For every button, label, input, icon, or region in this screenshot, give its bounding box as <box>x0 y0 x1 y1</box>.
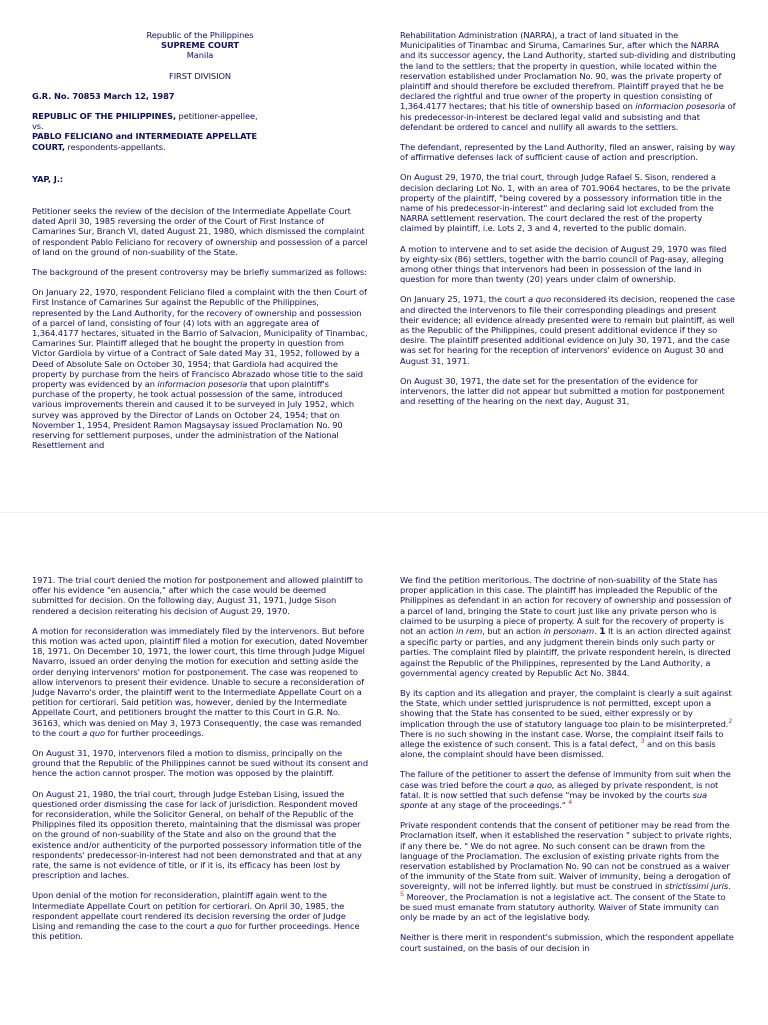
petitioner-role: petitioner-appellee, <box>176 111 258 122</box>
respondent-role: respondents-appellants. <box>64 141 166 152</box>
paragraph: Petitioner seeks the review of the decision of the Intermediate Appellate Court dated April 30, 1985 reversing the order of the Court of First Instance of Camarines Sur, Branch VI, dated August 21, 1980, which dismissed the complaint of respondent Pablo Feliciano for recovery of ownership and possession of a parcel of land on the ground of non-suability of the State. <box>32 206 368 257</box>
footnote-link[interactable]: 2 <box>728 716 733 725</box>
page-1 <box>0 0 768 512</box>
court-header <box>32 30 368 81</box>
versus-label: vs. <box>32 121 44 132</box>
text-run: for further proceedings. Hence this petition. <box>32 921 360 942</box>
paragraph: A motion to intervene and to set aside the decision of August 29, 1970 was filed by eighty-six (86) settlers, together with the barrio council of Pag-asay, alleging among other things that intervenors had been in possession of the land in question for more than twenty (20) years under claim of ownership. <box>400 243 727 285</box>
italic-term: a quo <box>209 921 233 932</box>
paragraph: On August 31, 1970, intervenors filed a motion to dismiss, principally on the ground that the Republic of the Philippines cannot be sued without its consent and hence the action cannot prosper. The motion was opposed by the plaintiff. <box>32 748 369 779</box>
paragraph <box>400 820 736 922</box>
text-run: of his predecessor-in-interest be declared legal valid and subsisting and that defendant be ordered to cancel and nullify all awards to the settlers. <box>400 101 736 132</box>
page-2-right-column <box>400 575 736 963</box>
text-run: reconsidered its decision, reopened the case and directed the intervenors to file their corresponding pleadings and present their evidence; all evidence already presented were to remain but plaintiff, as well as the Republic of the Philippines, could present additional evidence if they so desire. The plaintiff presented additional evidence on July 30, 1971, and the case was set for hearing for the reception of intervenors' evidence on August 30 and August 31, 1971. <box>400 294 735 366</box>
text-run: as alleged by private respondent, is not fatal. It is now settled that such defense "may be invoked by the courts <box>400 779 719 800</box>
paragraph: The background of the present controversy may be briefly summarized as follows: <box>32 267 367 278</box>
text-run: Private respondent contends that the consent of petitioner may be read from the Proclamation itself, when it established the reservation " subject to private rights, if any there be. " We do not agree. No such consent can be drawn from the language of the Proclamation. The exclusion of existing private rights from the reservation established by Proclamation No. 90 can not be construed as a waiver of the immunity of the State from suit. Waiver of immunity, being a derogation of sovereignty, will not be inferred lightly. but must be construed in <box>400 820 732 892</box>
paragraph: On August 30, 1971, the date set for the presentation of the evidence for intervenors, the latter did not appear but submitted a motion for postponement and resetting of the hearing on the next day, August 31, <box>400 375 725 407</box>
footnote-link[interactable]: 1 <box>599 627 606 638</box>
text-run: at any stage of the proceedings." <box>427 800 569 811</box>
text-run: On January 25, 1971, the court <box>400 294 529 305</box>
text-run: It is an action directed against a specific party or parties, and any judgment therein binds only such party or parties. The complaint filed by plaintiff, the private respondent herein, is directed against the Republic of the Philippines, represented by the Land Authority, a governmental agency created by Republic Act No. 3844. <box>400 626 731 678</box>
paragraph <box>32 626 368 738</box>
italic-term: in rem <box>455 626 483 637</box>
paragraph: On August 29, 1970, the trial court, through Judge Rafael S. Sison, rendered a decision declaring Lot No. 1, with an area of 701.9064 hectares, to be the private property of the plaintiff, "being covered by a possessory information title in the name of his predecessor-in-interest" and declaring said lot excluded from the NARRA settlement reservation. The court declared the rest of the property claimed by plaintiff, i.e. Lots 2, 3 and 4, reverted to the public domain. <box>400 172 731 234</box>
gr-number: G.R. No. 70853 March 12, 1987 <box>32 90 175 101</box>
paragraph <box>400 575 736 678</box>
text-run: We find the petition meritorious. The doctrine of non-suability of the State has proper application in this case. The plaintiff has impleaded the Republic of the Philippines as defendant in an action for recovery of ownership and possession of a parcel of land, bringing the State to court just like any private person who is claimed to be usurping a piece of property. A suit for the recovery of property is not an action <box>400 575 732 637</box>
petitioner-name: REPUBLIC OF THE PHILIPPINES, <box>32 111 176 122</box>
italic-term: in personam <box>543 626 595 637</box>
paragraph <box>400 688 736 759</box>
paragraph <box>400 294 736 365</box>
text-run: . <box>728 881 731 892</box>
footnote-link[interactable]: 5 <box>400 889 405 898</box>
italic-term: a quo <box>82 727 105 738</box>
page-1-left-column <box>32 30 368 461</box>
page-2 <box>0 512 768 1025</box>
italic-term: informacion posesoria <box>635 101 726 112</box>
text-run: The failure of the petitioner to assert the defense of immunity from suit when the case was tried before the court <box>400 769 731 790</box>
paragraph <box>400 30 736 132</box>
italic-term: a quo <box>528 294 551 305</box>
paragraph: 1971. The trial court denied the motion for postponement and allowed plaintiff to offer his evidence "en ausencia," after which the case would be deemed submitted for decision. On the following day, August 31, 1971, Judge Sison rendered a decision reiterating his decision of August 29, 1970. <box>32 575 363 616</box>
text-run: There is no such showing in the instant case. Worse, the complaint itself fails to allege the existence of such consent. This is a fatal defect, <box>400 728 724 750</box>
page-2-left-column <box>32 575 368 952</box>
footnote-link[interactable]: 3 <box>640 737 645 746</box>
text-run: for further proceedings. <box>104 727 204 738</box>
text-run: . <box>594 626 600 637</box>
paragraph <box>32 890 368 941</box>
ponente: YAP, J.: <box>32 173 63 184</box>
court-name: SUPREME COURT <box>161 40 239 51</box>
italic-term: a quo, <box>529 779 555 790</box>
respondent-name-cont: COURT, <box>32 141 65 152</box>
italic-term: sua sponte <box>400 789 708 811</box>
paragraph: Neither is there merit in respondent's submission, which the respondent appellate court sustained, on the basis of our decision in <box>400 932 734 953</box>
case-parties <box>32 111 368 152</box>
text-run: Rehabilitation Administration (NARRA), a tract of land situated in the Municipalities of Tinambac and Siruma, Camarines Sur, after which the NARRA and its successor agency, the Land Authority, started sub-dividing and distributing the land to the settlers; that the property in question, while located within the reservation established under Proclamation No. 90, was the private property of plaintiff and should therefore be excluded therefrom. Plaintiff prayed that he be declared the rightful and true owner of the property in question consisting of 1,364.4177 hectares; that his title of ownership based on <box>400 30 736 112</box>
respondent-name: PABLO FELICIANO and INTERMEDIATE APPELLATE <box>32 131 257 142</box>
paragraph: On August 21, 1980, the trial court, through Judge Esteban Lising, issued the questioned order dismissing the case for lack of jurisdiction. Respondent moved for reconsideration, while the Solicitor General, on behalf of the Republic of the Philippines filed its opposition thereto, maintaining that the dismissal was proper on the ground of non-suability of the State and also on the ground that the existence and/or authenticity of the purported possessory information title of the respondents' predecessor-in-interest had not been demonstrated and that at any rate, the same is not evidence of title, or if it is, its efficacy has been lost by prescription and laches. <box>32 788 362 881</box>
text-run: By its caption and its allegation and prayer, the complaint is clearly a suit against the State, which under settled jurisprudence is not permitted, except upon a showing that the State has consented to be sued, either expressly or by implication through the use of statutory language too plain to be misinterpreted. <box>400 688 732 729</box>
text-run: Upon denial of the motion for reconsideration, plaintiff again went to the Intermediate Appellate Court on petition for certiorari. On April 30, 1985, the respondent appellate court rendered its decision reversing the order of Judge Lising and remanding the case to the court <box>32 890 346 932</box>
text-run: A motion for reconsideration was immediately filed by the intervenors. But before this motion was acted upon, plaintiff filed a motion for execution, dated November 18, 1971. On December 10, 1971, the lower court, this time through Judge Miguel Navarro, issued an order denying the motion for execution and setting aside the order denying intervenors' motion for postponement. The case was reopened to allow intervenors to present their evidence. Unable to secure a reconsideration of Judge Navarro's order, the plaintiff went to the Intermediate Appellate Court on a petition for certiorari. Said petition was, however, denied by the Intermediate Appellate Court, and petitioners brought the matter to this Court in G.R. No. 36163, which was denied on May 3, 1973 Consequently, the case was remanded to the court <box>32 625 368 738</box>
text-run: On January 22, 1970, respondent Feliciano filed a complaint with the then Court of First Instance of Camarines Sur against the Republic of the Philippines, represented by the Land Authority, for the recovery of ownership and possession of a parcel of land, consisting of four (4) lots with an aggregate area of 1,364.4177 hectares, situated in the Barrio of Salvacion, Municipality of Tinambac, Camarines Sur. Plaintiff alleged that he bought the property in question from Victor Gardiola by virtue of a Contract of Sale dated May 31, 1952, followed by a Deed of Absolute Sale on October 30, 1954; that Gardiola had acquired the property by purchase from the heirs of Francisco Abrazado whose title to the said property was evidenced by an <box>32 287 368 390</box>
paragraph <box>32 287 368 450</box>
page-1-right-column <box>400 30 736 417</box>
paragraph: The defendant, represented by the Land Authority, filed an answer, raising by way of affirmative defenses lack of sufficient cause of action and prescription. <box>400 142 736 163</box>
republic-line: Republic of the Philippines <box>146 30 254 40</box>
footnote-link[interactable]: 4 <box>568 798 573 807</box>
text-run: , but an action <box>482 626 544 637</box>
paragraph <box>400 769 736 810</box>
text-run: Moreover, the Proclamation is not a legislative act. The consent of the State to be sued must emanate from statutory authority. Waiver of State immunity can only be made by an act of the legislative body. <box>400 891 726 923</box>
italic-term: informacion posesoria <box>157 379 248 390</box>
division-line: FIRST DIVISION <box>169 70 231 81</box>
text-run: and on this basis alone, the complaint should have been dismissed. <box>400 739 716 760</box>
italic-term: strictissimi juris <box>664 881 729 892</box>
court-city: Manila <box>186 50 214 61</box>
text-run: that upon plaintiff's purchase of the property, he took actual possession of the same, introduced various improvements therein and caused it to be surveyed in July 1952, which survey was approved by the Director of Lands on October 24, 1954; that on November 1, 1954, President Ramon Magsaysay issued Proclamation No. 90 reserving for settlement purposes, under the administration of the National Resettlement and <box>32 379 354 451</box>
